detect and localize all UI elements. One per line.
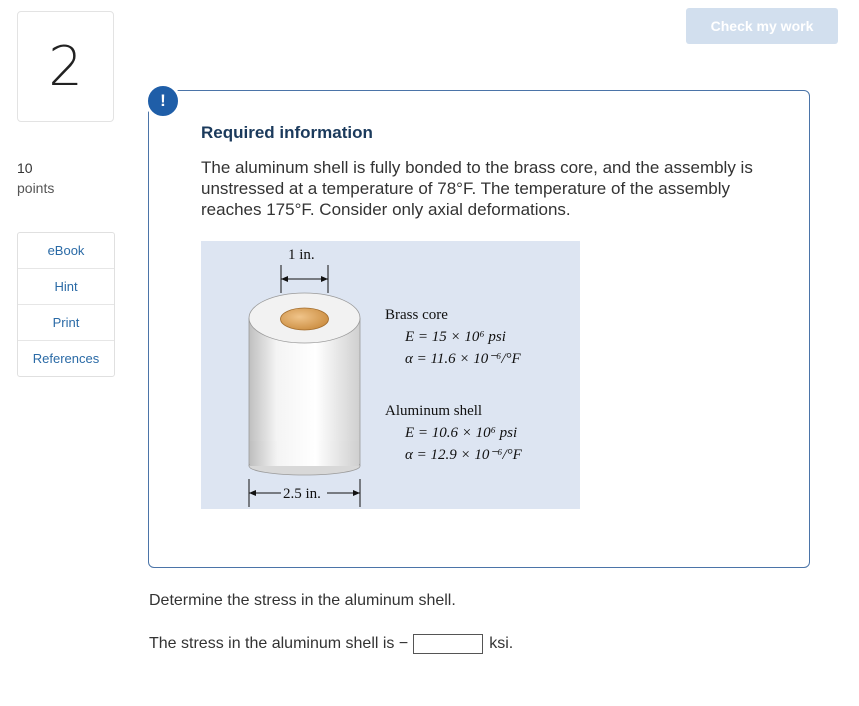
brass-alpha: α = 11.6 × 10⁻⁶/°F: [405, 351, 521, 367]
top-dimension-label: 1 in.: [288, 247, 315, 263]
references-link[interactable]: References: [32, 351, 100, 366]
answer-unit: ksi.: [489, 635, 514, 652]
ebook-link[interactable]: eBook: [18, 233, 114, 269]
points-label: points: [17, 180, 55, 196]
cylinder-figure: [201, 241, 580, 509]
bottom-dimension-label: 2.5 in.: [283, 486, 321, 502]
answer-row: [149, 634, 513, 654]
stress-answer-input[interactable]: [413, 634, 483, 654]
cylinder-diagram: [201, 241, 580, 509]
alert-icon: !: [145, 83, 181, 119]
points-value: 10: [17, 160, 33, 176]
hint-link[interactable]: Hint: [18, 269, 114, 305]
resource-links: [17, 232, 115, 377]
aluminum-alpha: α = 12.9 × 10⁻⁶/°F: [405, 447, 522, 463]
check-my-work-button[interactable]: Check my work: [686, 8, 838, 44]
brass-label: Brass core: [385, 307, 448, 323]
answer-prefix: The stress in the aluminum shell is −: [149, 635, 409, 652]
question-number: 2: [17, 11, 114, 122]
print-link[interactable]: Print: [18, 305, 114, 341]
required-info-body: The aluminum shell is fully bonded to the brass core, and the assembly is unstressed at a temperature of 78°F. The temperature of the assembly reaches 175°F. Consider only axial deformations.: [201, 158, 753, 219]
question-prompt: Determine the stress in the aluminum shell.: [149, 592, 456, 609]
required-info-title: Required information: [201, 123, 373, 142]
brass-modulus: E = 15 × 10⁶ psi: [405, 329, 506, 345]
aluminum-label: Aluminum shell: [385, 403, 483, 419]
aluminum-modulus: E = 10.6 × 10⁶ psi: [405, 425, 518, 441]
